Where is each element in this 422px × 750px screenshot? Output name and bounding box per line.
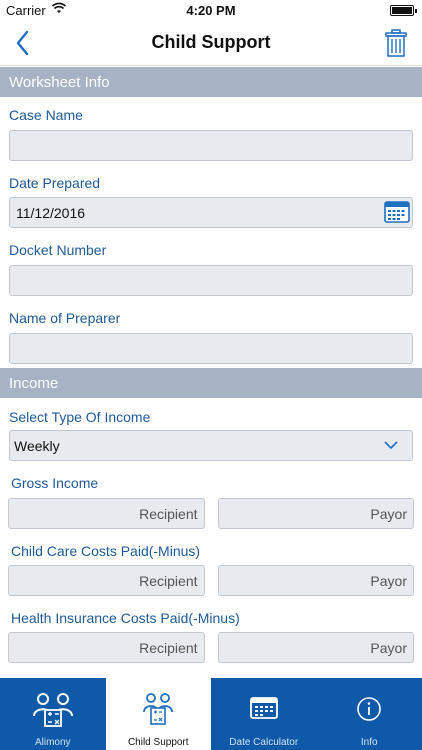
- health-insurance-recipient-input[interactable]: Recipient: [8, 632, 205, 663]
- tab-info[interactable]: [317, 678, 422, 750]
- child-care-label: Child Care Costs Paid(-Minus): [11, 543, 201, 559]
- tab-alimony[interactable]: [0, 678, 106, 750]
- carrier-label: Carrier: [6, 3, 46, 18]
- tab-info-label: Info: [360, 737, 378, 748]
- tab-child-support[interactable]: [106, 678, 212, 750]
- child-support-icon: [142, 692, 174, 729]
- alimony-icon: [31, 692, 75, 731]
- preparer-name-label: Name of Preparer: [9, 310, 121, 326]
- delete-button[interactable]: [384, 26, 408, 60]
- trash-icon: [384, 26, 408, 60]
- gross-income-recipient-input[interactable]: Recipient: [8, 498, 205, 529]
- gross-income-label: Gross Income: [11, 475, 99, 491]
- date-prepared-label: Date Prepared: [9, 175, 101, 191]
- chevron-down-icon: [384, 438, 398, 452]
- gross-income-row: [8, 498, 414, 529]
- income-type-label: Select Type Of Income: [9, 409, 151, 425]
- tab-alimony-label: Alimony: [34, 737, 71, 748]
- calendar-icon: [250, 696, 278, 723]
- calendar-icon[interactable]: [384, 200, 410, 224]
- tab-date-calculator-label: Date Calculator: [229, 737, 299, 748]
- navigation-bar: [0, 20, 422, 66]
- section-worksheet-info: Worksheet Info: [0, 67, 422, 97]
- form-scroll[interactable]: [0, 67, 422, 678]
- tab-bar: [0, 678, 422, 750]
- battery-icon: [390, 5, 414, 16]
- health-insurance-label: Health Insurance Costs Paid(-Minus): [11, 610, 240, 626]
- health-insurance-payor-input[interactable]: Payor: [218, 632, 415, 663]
- income-type-select[interactable]: [9, 430, 413, 461]
- tab-child-support-label: Child Support: [127, 737, 189, 748]
- date-prepared-input[interactable]: [9, 197, 413, 228]
- page-title: Child Support: [151, 32, 271, 52]
- status-bar: [0, 0, 422, 20]
- child-care-recipient-input[interactable]: Recipient: [8, 565, 205, 596]
- status-time: 4:20 PM: [186, 3, 236, 18]
- docket-number-label: Docket Number: [9, 242, 107, 258]
- income-type-value: Weekly: [14, 438, 60, 454]
- case-name-label: Case Name: [9, 107, 83, 123]
- child-care-row: [8, 565, 414, 596]
- info-icon: [356, 696, 382, 725]
- child-care-payor-input[interactable]: Payor: [218, 565, 415, 596]
- tab-date-calculator[interactable]: [211, 678, 317, 750]
- health-insurance-row: [8, 632, 414, 663]
- case-name-input[interactable]: [9, 130, 413, 161]
- section-income: Income: [0, 368, 422, 398]
- gross-income-payor-input[interactable]: Payor: [218, 498, 415, 529]
- docket-number-input[interactable]: [9, 265, 413, 296]
- preparer-name-input[interactable]: [9, 333, 413, 364]
